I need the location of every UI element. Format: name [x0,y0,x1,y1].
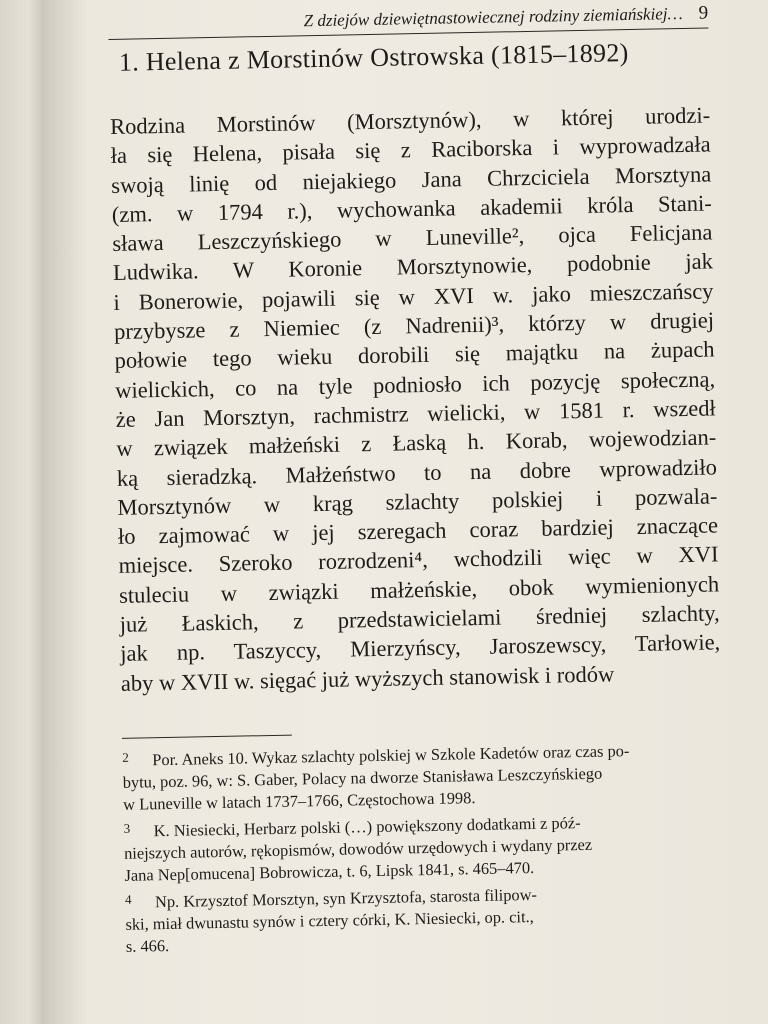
footnote-number: 2 [122,749,129,765]
footnotes [122,735,726,957]
body-line: aby w XVII w. sięgać już wyższych stanowisk i rodów [120,661,615,696]
footnote-text: K. Niesiecki, Herbarz polski (…) powiększony dodatkami z póź- [153,813,581,841]
running-head-title: Z dziejów dziewiętnastowiecznej rodziny ziemiańskiej… [303,3,683,31]
body-line: wielickich, co na tyle podniosło ich pozycję społeczną, [114,366,716,403]
body-line: już Łaskich, z przedstawicielami średniej szlachty, [119,600,720,637]
footnote-line: s. 466. [125,935,170,956]
footnote-text: Np. Krzysztof Morsztyn, syn Krzysztofa, starosta filipow- [154,884,538,912]
footnote [122,735,723,816]
body-line: miejsce. Szeroko rozrodzeni⁴, wchodzili więc w XVI [118,541,719,579]
body-line: Morsztynów w krąg szlachty polskiej i pozwala- [117,483,718,520]
body-line: i Bonerowie, pojawili się w XVI w. jako mieszczańscy [113,278,714,315]
footnote-rule [122,735,292,739]
footnote [125,877,726,958]
footnote-number: 4 [124,891,132,907]
body-line: Rodzina Morstinów (Morsztynów), w której urodzi- [109,102,711,139]
footnote-line: niejszych autorów, rękopismów, dowodów urzędowych i wydany przez [123,834,593,863]
body-text [110,100,721,697]
body-line: sława Leszczyńskiego w Luneville², ojca Felicjana [112,219,713,257]
page-number: 9 [698,2,709,24]
chapter-title: 1. Helena z Morstinów Ostrowska (1815–1892) [118,38,629,77]
body-line: stuleciu w związki małżeńskie, obok wymienionych [118,571,720,608]
footnote-line: ski, miał dwunastu synów i cztery córki, K. Niesiecki, op. cit., [125,906,534,934]
body-line: Ludwika. W Koronie Morsztynowie, podobnie jak [112,248,714,286]
footnote-line: w Luneville w latach 1737–1766, Częstochowa 1998. [122,788,476,814]
body-line: że Jan Morsztyn, rachmistrz wielicki, w 1581 r. wszedł [115,395,716,432]
footnote-number: 3 [123,820,131,836]
footnote-text: Por. Aneks 10. Wykaz szlachty polskiej w Szkole Kadetów oraz czas po- [152,741,630,770]
body-line: ła się Helena, pisała się z Raciborska i wyprowadzała [110,131,711,169]
body-line: swoją linię od niejakiego Jana Chrzciciela Morsztyna [111,161,712,198]
body-line: w związek małżeński z Łaską h. Korab, wojewodzian- [116,424,717,462]
footnote-line: bytu, poz. 96, w: S. Gaber, Polacy na dworze Stanisława Leszczyńskiego [122,763,603,792]
body-line: jak np. Taszyccy, Mierzyńscy, Jaroszewscy, Tarłowie, [120,629,721,667]
body-line: (zm. w 1794 r.), wychowanka akademii króla Stani- [111,190,712,227]
footnote-line: Jana Nep[omucena] Bobrowicza, t. 6, Lipsk 1841, s. 465–470. [124,857,535,885]
page-content [108,2,726,959]
footnote [123,806,724,887]
body-line: ło zajmować w jej szeregach coraz bardziej znaczące [117,512,719,550]
body-line: połowie tego wieku dorobili się majątku na żupach [114,336,715,374]
body-line: przybysze z Niemiec (z Nadrenii)³, którzy w drugiej [113,307,715,345]
body-line: ką sieradzką. Małżeństwo to na dobre wprowadziło [116,453,718,491]
